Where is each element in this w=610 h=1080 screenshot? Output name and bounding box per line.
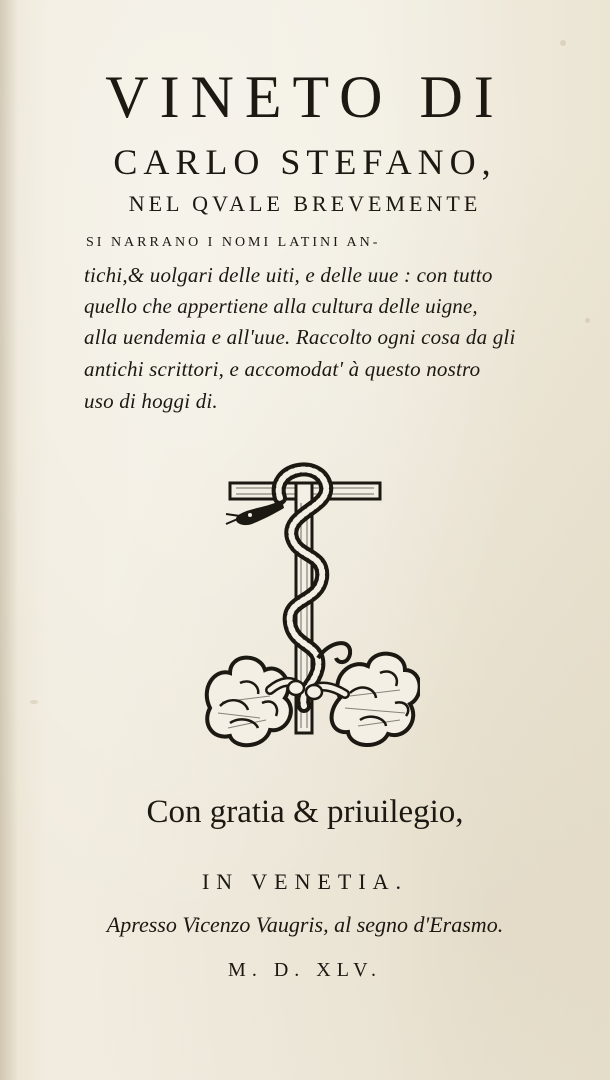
- paper-spot: [30, 700, 38, 704]
- printers-device-serpent-cross-icon: [200, 458, 420, 758]
- paper-spot: [560, 40, 566, 46]
- paper-spot: [585, 318, 590, 323]
- subtitle-line: NEL QVALE BREVEMENTE: [128, 191, 482, 216]
- description-line: uso di hoggi di.: [84, 389, 218, 413]
- left-cloud: [207, 658, 291, 746]
- privilege-line: Con gratia & priuilegio,: [146, 794, 464, 830]
- description-line: antichi scrittori, e accomodat' à questo nostro: [84, 357, 481, 381]
- title-vineto-di: VINETO DI: [105, 64, 505, 130]
- author-line: CARLO STEFANO,: [113, 142, 497, 182]
- imprint-year: M. D. XLV.: [228, 959, 382, 981]
- description-line: tichi,& uolgari delle uiti, e delle uue : con tutto: [84, 263, 493, 287]
- description-line: alla uendemia e all'uue. Raccolto ogni cosa da gli: [84, 325, 516, 349]
- imprint-printer: Apresso Vicenzo Vaugris, al segno d'Erasmo.: [106, 912, 504, 937]
- description-line: quello che appertiene alla cultura delle uigne,: [84, 294, 478, 318]
- subtitle-line-small: SI NARRANO I NOMI LATINI AN-: [86, 235, 381, 250]
- right-cloud: [332, 654, 420, 745]
- imprint-city: IN VENETIA.: [201, 869, 409, 894]
